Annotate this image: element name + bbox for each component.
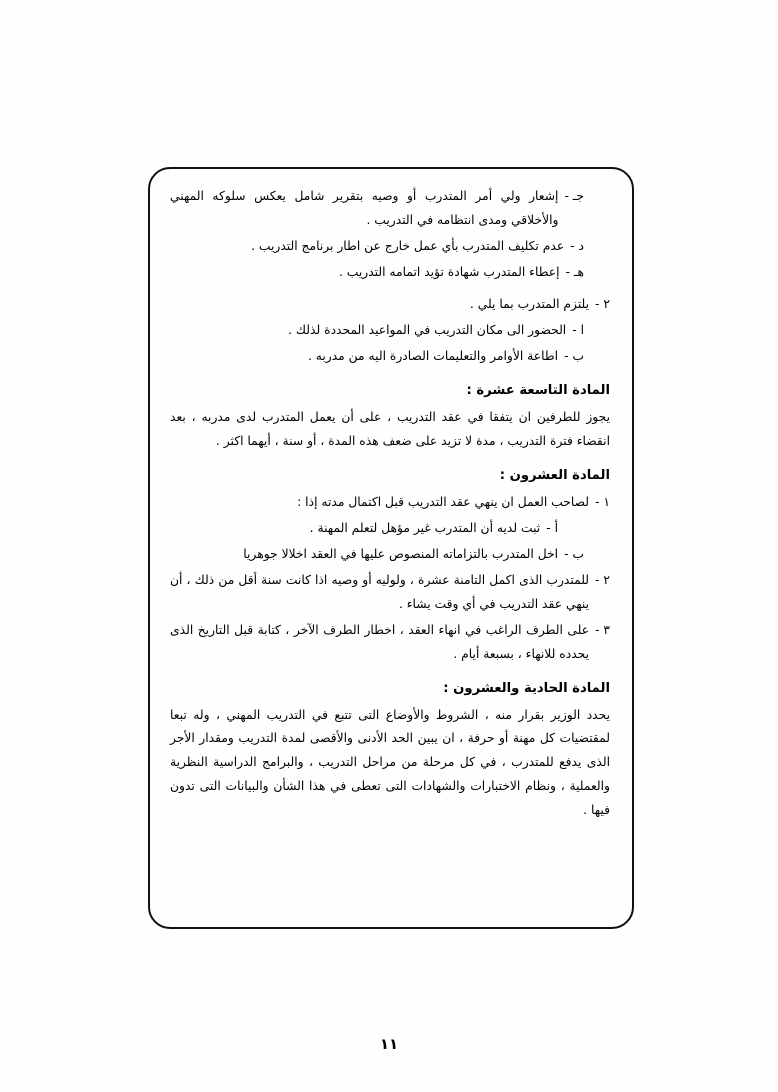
list-item-marker: ٢ -: [595, 296, 610, 311]
section-paragraph-article-21: يحدد الوزير بقرار منه ، الشروط والأوضاع التى تتبع في التدريب المهني ، وله تبعا لمقتضيات كل مهنة أو حرفة ، ان يبين الحد الأدنى والأقصى لمدة التدريب ومقدار الأجر الذى يدفع للمتدرب ، في كل مرحلة من مراحل التدريب ، والبرامج الدراسية النظرية والعملية ، ونظام الاختبارات والشهادات التى تعطى في هذا الشأن والبيانات التى تدون فيها .: [170, 707, 610, 818]
list-item-text: يلتزم المتدرب بما يلي .: [469, 296, 590, 311]
page-number: ١١: [379, 1035, 399, 1053]
list-item-marker: ب -: [564, 546, 584, 561]
list-item: [170, 345, 584, 369]
section-heading-article-20: المادة العشرون :: [499, 467, 610, 483]
list-item-text: اطاعة الأوامر والتعليمات الصادرة اليه من مدربه .: [307, 348, 559, 363]
list-item-marker: جـ -: [564, 189, 584, 203]
list-item-marker: ب -: [564, 348, 584, 363]
list-item: [170, 543, 584, 567]
page-content: [170, 185, 610, 825]
list-item-marker: ٢ -: [595, 572, 610, 587]
list-item: [170, 293, 610, 317]
list-item: [170, 261, 584, 285]
list-item: [170, 619, 610, 667]
list-item: [170, 185, 584, 233]
list-item: [170, 235, 584, 259]
list-item-text: الحضور الى مكان التدريب في المواعيد المحددة لذلك .: [288, 322, 567, 337]
list-item-text: اخل المتدرب بالتزاماته المنصوص عليها في العقد اخلالا جوهريا: [243, 546, 559, 561]
list-item: [170, 569, 610, 617]
list-item-marker: د -: [570, 238, 584, 253]
list-item-text: على الطرف الراغب في انهاء العقد ، اخطار الطرف الآخر ، كتابة قبل التاريخ الذى يحدده للانهاء ، بسبعة أيام .: [170, 622, 590, 661]
section-paragraph-article-19: يجوز للطرفين ان يتفقا في عقد التدريب ، على أن يعمل المتدرب لدى مدربه ، بعد انقضاء فترة التدريب ، مدة لا تزيد على ضعف هذه المدة ، أو سنة ، أيهما اكثر .: [170, 409, 610, 448]
list-item-text: عدم تكليف المتدرب بأي عمل خارج عن اطار برنامج التدريب .: [251, 238, 565, 253]
list-item-text: ثبت لديه أن المتدرب غير مؤهل لتعلم المهنة .: [309, 520, 541, 535]
list-item-text: للمتدرب الذى اكمل التامنة عشرة ، ولوليه أو وصيه اذا كانت سنة أقل من ذلك ، أن ينهي عقد التدريب في أي وقت يشاء .: [170, 572, 590, 611]
list-block-article-20: [170, 491, 610, 667]
list-item-marker: ٣ -: [595, 622, 610, 637]
list-item-marker: ١ -: [595, 494, 610, 509]
list-item-text: إشعار ولي أمر المتدرب أو وصيه بتقرير شامل يعكس سلوكه المهني والأخلاقي ومدى انتظامه في التدريب .: [170, 189, 559, 227]
list-item: [170, 517, 558, 541]
list-item-marker: ا -: [572, 322, 584, 337]
list-item-text: إعطاء المتدرب شهادة تؤيد اتمامه التدريب .: [338, 264, 560, 279]
section-heading-article-21: المادة الحادية والعشرون :: [443, 680, 610, 696]
list-item-text: لصاحب العمل ان ينهي عقد التدريب قبل اكتمال مدته إذا :: [297, 494, 590, 509]
list-item: [170, 319, 584, 343]
list-item-marker: أ -: [546, 520, 558, 535]
section-heading-article-19: المادة التاسعة عشرة :: [466, 382, 610, 398]
list-block-continued: [170, 185, 610, 369]
list-item: [170, 491, 610, 515]
list-item-marker: هـ -: [565, 264, 584, 279]
